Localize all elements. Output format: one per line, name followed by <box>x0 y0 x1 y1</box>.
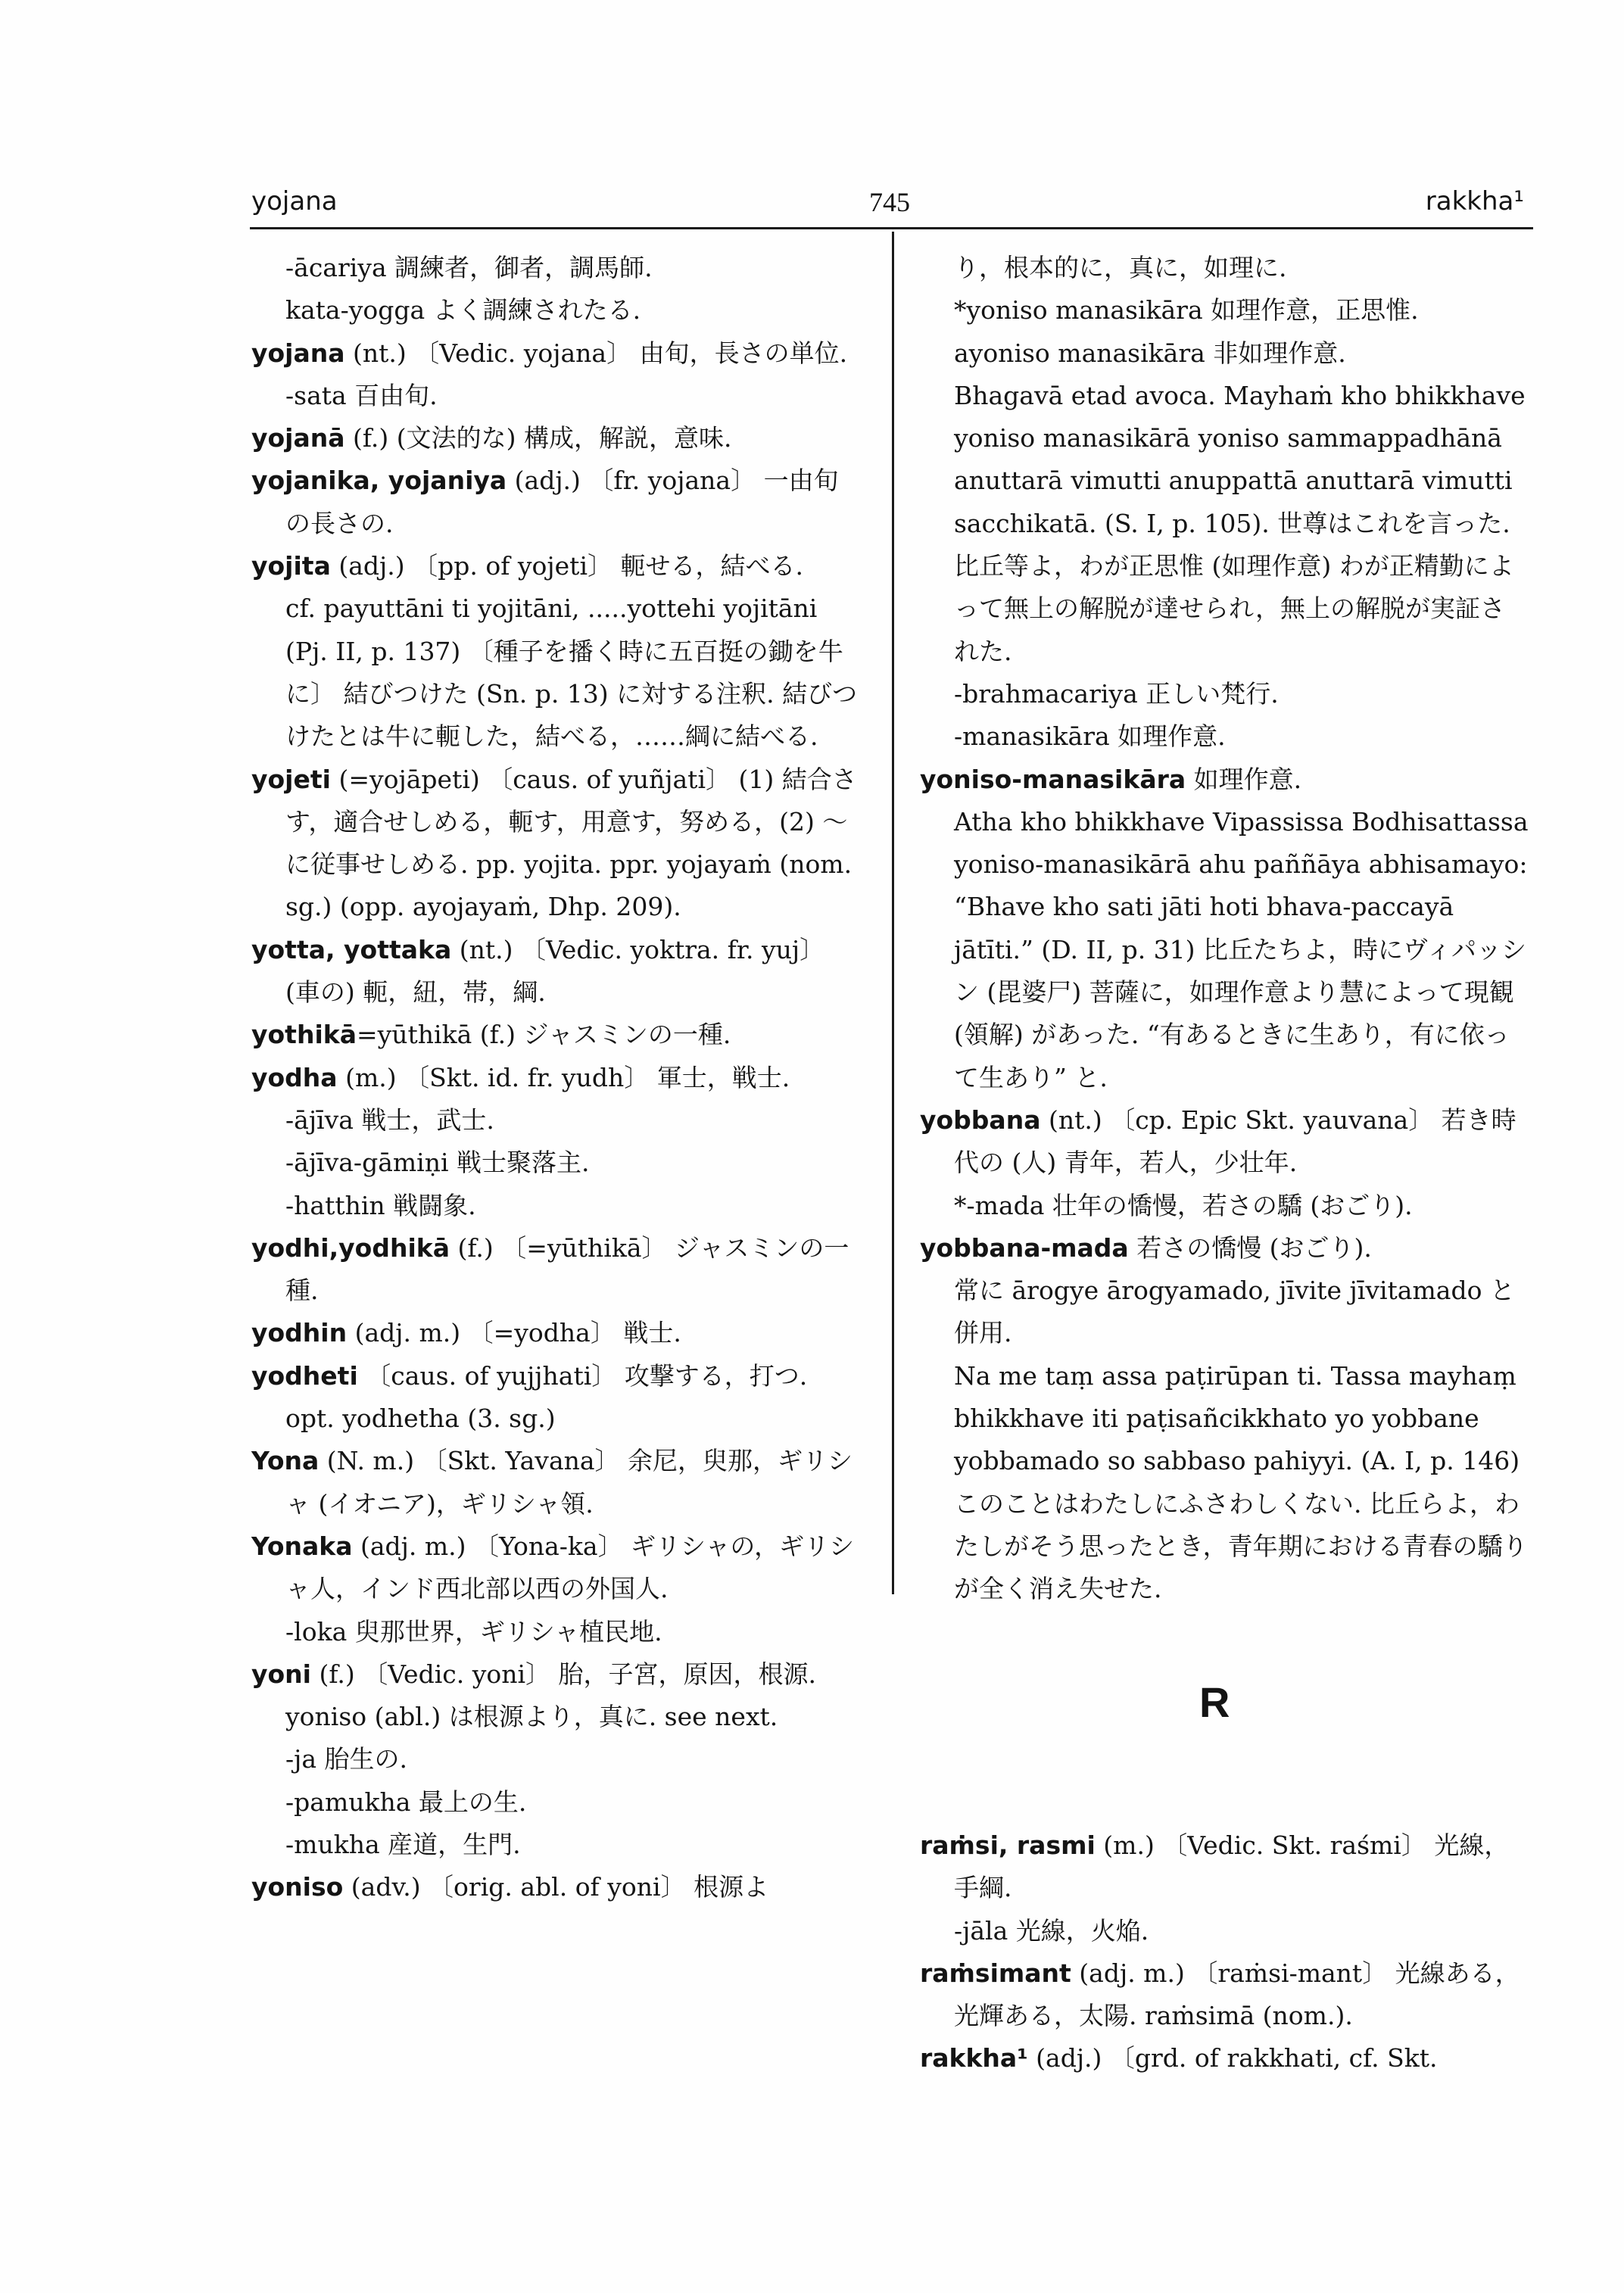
dictionary-entry <box>251 1866 863 1908</box>
sub-entry: -ācariya 調練者，御者，調馬師. <box>285 253 653 282</box>
dictionary-entry <box>251 332 863 375</box>
sub-entry: -sata 百由旬. <box>285 380 438 410</box>
entry-definition: (f.) 〔Vedic. yoni〕 胎，子宮，原因，根源. yoniso (abl.) は根源より，真に. see next. <box>285 1659 817 1732</box>
entry-definition: 〔caus. of yujjhati〕 攻撃する，打つ. opt. yodhetha (3. sg.) <box>285 1360 808 1434</box>
headword: yojanā <box>251 423 345 453</box>
column-divider <box>892 232 894 1594</box>
sub-entry: -mukha 産道，生門. <box>285 1829 521 1859</box>
headword: yoniso <box>251 1872 344 1902</box>
sub-entry: -manasikāra 如理作意. <box>954 721 1226 752</box>
headword: yojeti <box>251 764 331 794</box>
sub-entry: -ja 胎生の. <box>285 1744 408 1774</box>
dictionary-entry <box>251 1057 863 1099</box>
sub-entry: り，根本的に，真に，如理に. <box>954 253 1287 282</box>
entry-definition: (f.) 〔=yūthikā〕 ジャスミンの一種. <box>285 1232 849 1306</box>
entry-definition: (nt.) 〔Vedic. yojana〕 由旬，長さの単位. <box>344 338 848 368</box>
headword: rakkha¹ <box>920 2043 1028 2073</box>
sub-entry: kata-yogga よく調練されたる. <box>285 295 641 326</box>
sub-entry: -ājīva 戦士，武士. <box>285 1104 494 1135</box>
dictionary-entry <box>251 1014 863 1056</box>
entry-definition: (f.) (文法的な) 構成，解説，意味. <box>344 423 732 453</box>
dictionary-entry <box>251 1312 863 1354</box>
sub-entry: Atha kho bhikkhave Vipassissa Bodhisattassa yoniso-manasikārā ahu paññāya abhisamayo: “Bhave kho sati jāti hoti bhava-paccayā jātīti.” (D. II, p. 31) 比丘たちよ，時にヴィパッシン (毘婆尸) 菩薩に，如理作意より慧によって現観 (領解) があった. “有あるときに生あり，有に依って生あり” と. <box>954 806 1529 1092</box>
entry-definition: 如理作意. <box>1186 764 1302 794</box>
dictionary-entry <box>251 1653 863 1739</box>
headword: yobbana-mada <box>920 1232 1129 1263</box>
entry-definition: (=yojāpeti) 〔caus. of yuñjati〕 (1) 結合さす，適合せしめる，軛す，用意す，努める，(2) ～に従事せしめる. pp. yojita. ppr. yojayaṁ (nom. sg.) (opp. ayojayaṁ, Dhp. 209). <box>285 764 857 922</box>
sub-entry: -brahmacariya 正しい梵行. <box>954 678 1279 709</box>
dictionary-entry <box>251 929 863 1014</box>
headword: yojanika, yojaniya <box>251 466 507 496</box>
right-column-r-section <box>920 1824 1529 2080</box>
entry-definition: (nt.) 〔cp. Epic Skt. yauvana〕 若き時代の (人) 青年，若人，少壮年. <box>954 1104 1516 1178</box>
entry-definition: (adj.) 〔grd. of rakkhati, cf. Skt. <box>1027 2043 1438 2073</box>
dictionary-entry <box>251 1227 863 1313</box>
dictionary-entry <box>920 1099 1529 1185</box>
entry-definition: (adj. m.) 〔Yona-ka〕 ギリシャの，ギリシャ人，インド西北部以西の外国人. <box>285 1531 855 1604</box>
dictionary-entry <box>920 759 1529 801</box>
entry-definition: (N. m.) 〔Skt. Yavana〕 余尼，臾那，ギリシャ (イオニア)，ギリシャ領. <box>285 1446 853 1519</box>
dictionary-entry <box>251 417 863 460</box>
right-column <box>920 247 1529 1611</box>
sub-entry: cf. payuttāni ti yojitāni, .....yottehi yojitāni (Pj. II, p. 137) 〔種子を播く時に五百挺の鋤を牛に〕 結びつけた (Sn. p. 13) に対する注釈. 結びつけたとは牛に軛した，結べる，……綱に結べる. <box>285 594 858 752</box>
headword: yodha <box>251 1062 338 1092</box>
sub-entry: Bhagavā etad avoca. Mayhaṁ kho bhikkhave yoniso manasikārā yoniso sammappadhānā anuttarā vimutti anuppattā anuttarā vimutti sacchikatā. (S. I, p. 105). 世尊はこれを言った. 比丘等よ，わが正思惟 (如理作意) わが正精勤によって無上の解脱が達せられ，無上の解脱が実証された. <box>954 380 1526 666</box>
dictionary-entry <box>920 2037 1529 2080</box>
sub-entry: 常に ārogye ārogyamado, jīvite jīvitamado と併用. <box>954 1276 1515 1348</box>
headword: yoni <box>251 1659 311 1689</box>
entry-definition: =yūthikā (f.) ジャスミンの一種. <box>356 1020 731 1050</box>
headword: yoniso-manasikāra <box>920 764 1186 794</box>
sub-entry: -pamukha 最上の生. <box>285 1787 527 1817</box>
headword: yotta, yottaka <box>251 934 452 964</box>
entry-definition: (adj.) 〔pp. of yojeti〕 軛せる，結べる. <box>330 551 803 581</box>
left-column <box>251 247 863 1909</box>
headword: yojana <box>251 338 345 368</box>
sub-entry: *yoniso manasikāra 如理作意，正思惟. <box>954 295 1419 326</box>
entry-definition: (adv.) 〔orig. abl. of yoni〕 根源よ <box>343 1872 769 1902</box>
sub-entry: ayoniso manasikāra 非如理作意. <box>954 338 1346 368</box>
sub-entry: -loka 臾那世界，ギリシャ植民地. <box>285 1616 662 1647</box>
dictionary-entry <box>251 1355 863 1441</box>
entry-definition: (nt.) 〔Vedic. yoktra. fr. yuj〕 (車の) 軛，紐，帯，綱. <box>285 934 825 1008</box>
dictionary-entry <box>251 759 863 929</box>
sub-entry: *-mada 壮年の憍慢，若さの驕 (おごり). <box>954 1190 1413 1220</box>
headword: Yonaka <box>251 1531 353 1561</box>
headword: yodhin <box>251 1318 348 1348</box>
entry-definition: 若さの憍慢 (おごり). <box>1128 1232 1372 1263</box>
entry-definition: (adj.) 〔fr. yojana〕 一由旬の長さの. <box>285 466 839 538</box>
dictionary-entry <box>920 1227 1529 1270</box>
page-number: 745 <box>869 187 910 217</box>
running-head-left: yojana <box>251 186 338 217</box>
dictionary-entry <box>920 1952 1529 2038</box>
entry-definition: (adj. m.) 〔=yodha〕 戦士. <box>347 1318 681 1348</box>
entry-definition: (adj. m.) 〔raṁsi-mant〕 光線ある，光輝ある，太陽. raṁsimā (nom.). <box>954 1958 1520 2031</box>
sub-entry: Na me taṃ assa paṭirūpan ti. Tassa mayhaṃ bhikkhave iti paṭisañcikkhato yo yobbane yobbamado so sabbaso pahiyyi. (A. I, p. 146) このことはわたしにふさわしくない. 比丘らよ，わたしがそう思ったとき，青年期における青春の驕りが全く消え失せた. <box>954 1360 1528 1604</box>
running-head-right: rakkha¹ <box>1425 186 1524 217</box>
dictionary-entry <box>920 1824 1529 1910</box>
sub-entry: -jāla 光線，火焔. <box>954 1915 1149 1946</box>
dictionary-entry <box>251 1525 863 1611</box>
section-letter: R <box>1199 1678 1230 1726</box>
headword: raṁsi, rasmi <box>920 1830 1096 1860</box>
headword: yothikā <box>251 1020 357 1050</box>
headword: raṁsimant <box>920 1958 1071 1988</box>
headword: yodheti <box>251 1360 358 1391</box>
headword: yodhi,yodhikā <box>251 1232 450 1263</box>
headword: Yona <box>251 1446 320 1476</box>
headword: yobbana <box>920 1104 1041 1135</box>
sub-entry: -hatthin 戦闘象. <box>285 1190 476 1220</box>
dictionary-entry <box>251 460 863 545</box>
entry-definition: (m.) 〔Skt. id. fr. yudh〕 軍士，戦士. <box>337 1062 790 1092</box>
sub-entry: -ājīva-gāmiṇi 戦士聚落主. <box>285 1148 590 1178</box>
dictionary-entry <box>251 1440 863 1525</box>
entry-definition: (m.) 〔Vedic. Skt. raśmi〕 光線，手綱. <box>954 1830 1510 1903</box>
headword: yojita <box>251 551 331 581</box>
dictionary-entry <box>251 545 863 587</box>
header-rule <box>250 227 1533 229</box>
